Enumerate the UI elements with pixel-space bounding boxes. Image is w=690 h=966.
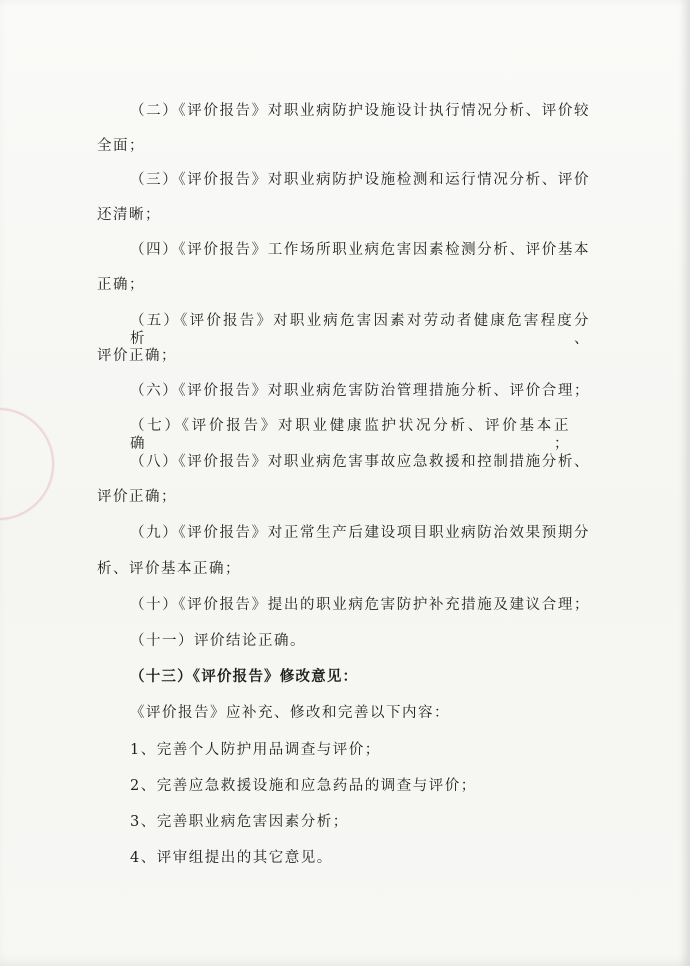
page-edge-shadow: [680, 0, 690, 966]
item-3-line-1: （三）《评价报告》对职业病防护设施检测和运行情况分析、评价: [130, 172, 590, 188]
item-4-line-2: 正确；: [97, 277, 145, 293]
red-seal-fragment: [0, 408, 54, 520]
item-5-line-2: 评价正确；: [97, 348, 177, 364]
item-4-line-1: （四）《评价报告》工作场所职业病危害因素检测分析、评价基本: [130, 242, 590, 258]
item-5-line-1: （五）《评价报告》对职业病危害因素对劳动者健康危害程度分析、: [130, 313, 590, 347]
revision-item-1: 1、完善个人防护用品调查与评价；: [130, 742, 381, 758]
revision-item-3: 3、完善职业病危害因素分析；: [130, 814, 349, 830]
item-8-line-1: （八）《评价报告》对职业病危害事故应急救援和控制措施分析、: [130, 454, 590, 470]
revision-item-4: 4、评审组提出的其它意见。: [130, 850, 333, 866]
revision-item-2: 2、完善应急救援设施和应急药品的调查与评价；: [130, 778, 477, 794]
item-11-line: （十一）评价结论正确。: [130, 633, 306, 649]
item-10-line: （十）《评价报告》提出的职业病危害防护补充措施及建议合理；: [130, 597, 590, 613]
item-9-line-2: 析、评价基本正确；: [97, 561, 241, 577]
item-6-line: （六）《评价报告》对职业病危害防治管理措施分析、评价合理；: [130, 383, 590, 399]
item-2-line-1: （二）《评价报告》对职业病防护设施设计执行情况分析、评价较: [130, 103, 590, 119]
item-9-line-1: （九）《评价报告》对正常生产后建设项目职业病防治效果预期分: [130, 525, 590, 541]
item-3-line-2: 还清晰；: [97, 207, 161, 223]
item-2-line-2: 全面；: [97, 138, 145, 154]
section-heading: （十三）《评价报告》修改意见：: [130, 669, 359, 685]
revision-intro: 《评价报告》应补充、修改和完善以下内容：: [130, 705, 450, 721]
item-8-line-2: 评价正确；: [97, 489, 177, 505]
item-7-line: （七）《评价报告》对职业健康监护状况分析、评价基本正确；: [130, 418, 570, 452]
